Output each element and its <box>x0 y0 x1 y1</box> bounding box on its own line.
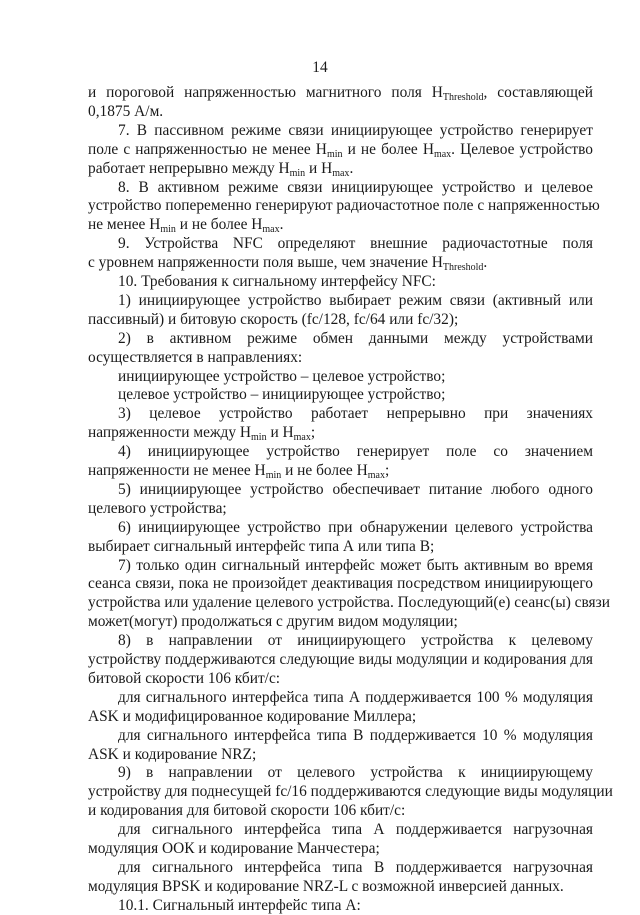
text-line <box>88 254 593 272</box>
subscript: min <box>265 470 282 481</box>
text-line <box>88 802 593 820</box>
text-run: , составляющей <box>483 84 593 101</box>
text-run: ASK и модифицированное кодирование Миллера; <box>88 707 417 725</box>
text-run: для сигнального интерфейса типа В поддерживается 10 % модуляция <box>118 726 593 744</box>
text-line <box>118 386 593 404</box>
text-line <box>88 878 593 896</box>
subscript: max <box>332 167 350 179</box>
text-run: 4) инициирующее устройство генерирует поле со значением <box>118 443 593 461</box>
subscript: Threshold <box>442 262 484 274</box>
text-line <box>118 122 593 140</box>
text-line <box>118 764 593 782</box>
text-run: устройства или удаление целевого устройства. Последующий(е) сеанс(ы) связи <box>88 594 610 612</box>
text-line <box>118 273 593 291</box>
text-line <box>88 594 610 612</box>
text-run: и не более H <box>342 140 434 158</box>
text-line <box>88 216 593 234</box>
text-run: битовой скорости 106 кбит/с: <box>88 669 281 687</box>
text-run: 8) в направлении от инициирующего устройства к целевому <box>118 632 593 650</box>
page-number: 14 <box>312 59 328 76</box>
text-run: устройству поддерживаются следующие виды модуляции и кодирования для <box>88 651 593 668</box>
text-run: осуществляется в направлениях: <box>88 348 303 366</box>
text-run: напряженности между H <box>88 424 252 442</box>
text-line <box>88 708 593 726</box>
text-run: целевое устройство – инициирующее устройство; <box>118 386 446 404</box>
text-run: . <box>483 254 488 272</box>
text-line <box>118 859 593 877</box>
text-run: . <box>279 216 284 234</box>
text-run: 9. Устройства NFC определяют внешние радиочастотные поля <box>118 235 593 253</box>
text-line <box>88 538 593 556</box>
subscript: max <box>433 148 452 160</box>
text-line <box>118 519 593 537</box>
text-run: сеанса связи, пока не произойдет деактивация посредством инициирующего <box>88 575 593 593</box>
text-run: работает непрерывно между H <box>88 159 290 177</box>
text-line <box>88 349 593 367</box>
text-run: устройству для поднесущей fc/16 поддерживаются следующие виды модуляции <box>88 783 613 801</box>
text-run: модуляция ООК и кодирование Манчестера; <box>88 840 380 857</box>
text-run: 0,1875 А/м. <box>88 102 164 120</box>
text-line <box>118 405 593 423</box>
text-run: ; <box>384 462 390 479</box>
text-run: и H <box>266 424 294 442</box>
subscript: max <box>293 432 311 444</box>
text-line <box>88 311 593 329</box>
text-run: ASK и кодирование NRZ; <box>88 745 257 763</box>
text-line <box>88 424 593 442</box>
text-run: и кодирования для битовой скорости 106 кбит/с: <box>88 802 406 820</box>
text-run: устройство попеременно генерируют радиочастотное поле с напряженностью <box>88 197 600 215</box>
text-line <box>88 746 593 764</box>
subscript: max <box>367 470 385 481</box>
text-run: для сигнального интерфейса типа А поддерживается нагрузочная <box>118 821 593 839</box>
text-run: и не более H <box>281 462 368 479</box>
text-line <box>118 632 593 650</box>
text-run: напряженности не менее H <box>88 462 266 479</box>
text-run: 8. В активном режиме связи инициирующее устройство и целевое <box>118 178 593 196</box>
text-run: 3) целевое устройство работает непрерывно при значениях <box>118 405 593 423</box>
subscript: Threshold <box>442 92 484 103</box>
text-line <box>118 689 593 707</box>
text-run: не менее H <box>88 216 161 234</box>
text-run: . Целевое устройство <box>451 140 593 158</box>
text-run: 1) инициирующее устройство выбирает режим связи (активный или <box>118 291 593 309</box>
text-line <box>88 103 593 121</box>
text-run: 10.1. Сигнальный интерфейс типа А: <box>118 896 361 914</box>
text-line <box>118 727 593 745</box>
text-line <box>118 557 593 575</box>
text-run: 2) в активном режиме обмен данными между устройствами <box>118 329 593 347</box>
text-run: 10. Требования к сигнальному интерфейсу NFC: <box>118 273 436 290</box>
text-line <box>118 481 593 499</box>
text-run: и H <box>305 159 333 177</box>
text-line <box>88 462 593 480</box>
text-run: для сигнального интерфейса типа В поддерживается нагрузочная <box>118 858 593 876</box>
text-line <box>118 443 593 461</box>
text-run: с уровнем напряженности поля выше, чем значение H <box>88 254 443 272</box>
text-line <box>88 141 593 159</box>
text-line <box>88 651 593 669</box>
subscript: min <box>160 224 176 236</box>
text-run: поле с напряженностью не менее H <box>88 140 327 158</box>
text-line <box>118 235 593 253</box>
subscript: min <box>251 432 267 444</box>
text-line <box>88 613 593 631</box>
text-line <box>88 783 613 801</box>
text-run: выбирает сигнальный интерфейс типа А или типа В; <box>88 537 435 555</box>
text-run: и не более H <box>175 216 263 234</box>
text-line <box>118 292 593 310</box>
text-run: целевого устройства; <box>88 499 227 517</box>
text-line <box>88 197 600 215</box>
text-run: и пороговой напряженностью магнитного поля H <box>88 84 443 101</box>
text-line <box>118 821 593 839</box>
text-line <box>118 330 593 348</box>
text-run: 7. В пассивном режиме связи инициирующее устройство генерирует <box>118 121 593 139</box>
subscript: max <box>262 224 280 236</box>
subscript: min <box>289 167 306 179</box>
text-run: может(могут) продолжаться с другим видом модуляции; <box>88 613 458 631</box>
text-line <box>88 84 593 102</box>
text-line <box>88 840 593 858</box>
text-line <box>88 500 593 518</box>
text-line <box>118 897 593 915</box>
subscript: min <box>326 148 343 160</box>
text-line <box>88 575 593 593</box>
text-run: 9) в направлении от целевого устройства к инициирующему <box>118 764 593 782</box>
text-run: . <box>349 159 354 177</box>
text-run: ; <box>310 424 316 442</box>
text-run: пассивный) и битовую скорость (fc/128, fc/64 или fc/32); <box>88 310 459 328</box>
text-run: 6) инициирующее устройство при обнаружении целевого устройства <box>118 518 593 536</box>
text-run: 7) только один сигнальный интерфейс может быть активным во время <box>118 556 593 574</box>
text-line <box>88 160 593 178</box>
text-run: для сигнального интерфейса типа А поддерживается 100 % модуляция <box>118 688 593 706</box>
text-line <box>88 670 593 688</box>
text-run: 5) инициирующее устройство обеспечивает питание любого одного <box>118 480 593 498</box>
text-line <box>118 179 593 197</box>
text-run: модуляция BPSK и кодирование NRZ-L с возможной инверсией данных. <box>88 877 564 895</box>
text-line <box>118 368 593 386</box>
text-run: инициирующее устройство – целевое устройство; <box>118 367 446 385</box>
